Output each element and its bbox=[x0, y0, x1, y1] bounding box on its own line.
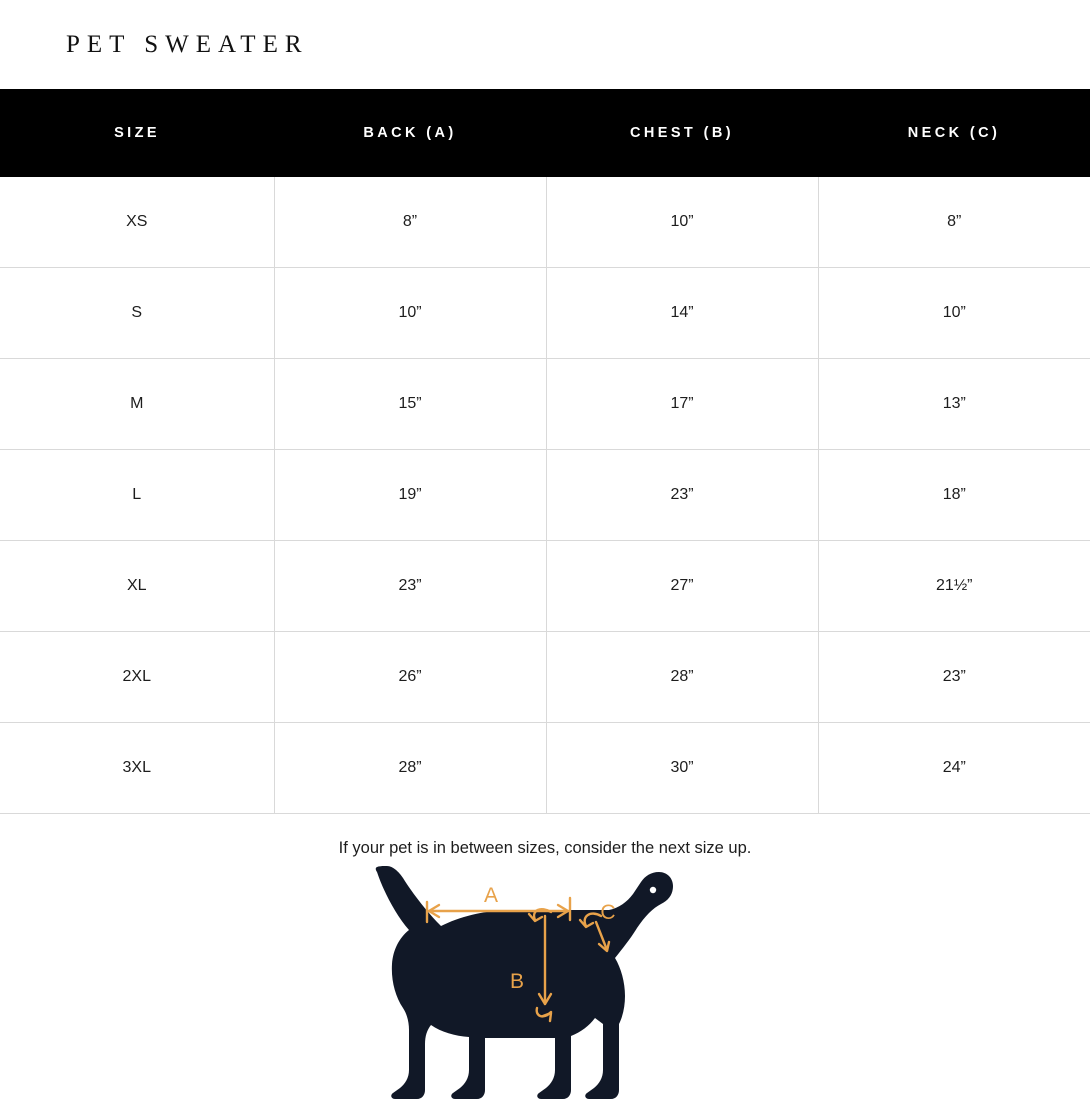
column-header-size: SIZE bbox=[0, 89, 274, 177]
page-header bbox=[0, 0, 1090, 89]
page-title: PET SWEATER bbox=[66, 30, 309, 58]
cell-back: 8” bbox=[274, 177, 546, 268]
table-row bbox=[0, 632, 1090, 723]
cell-size: L bbox=[0, 450, 274, 541]
cell-neck: 8” bbox=[818, 177, 1090, 268]
table-row bbox=[0, 541, 1090, 632]
table-header-row bbox=[0, 89, 1090, 177]
cell-size: XS bbox=[0, 177, 274, 268]
cell-back: 15” bbox=[274, 359, 546, 450]
table-body bbox=[0, 177, 1090, 814]
cell-neck: 21½” bbox=[818, 541, 1090, 632]
column-header-back: BACK (A) bbox=[274, 89, 546, 177]
cell-chest: 10” bbox=[546, 177, 818, 268]
cell-chest: 17” bbox=[546, 359, 818, 450]
cell-size: 3XL bbox=[0, 723, 274, 814]
label-chest: B bbox=[509, 970, 525, 993]
cell-neck: 24” bbox=[818, 723, 1090, 814]
table-row bbox=[0, 268, 1090, 359]
cell-back: 19” bbox=[274, 450, 546, 541]
size-chart-table bbox=[0, 89, 1090, 814]
column-header-neck: NECK (C) bbox=[818, 89, 1090, 177]
cell-neck: 18” bbox=[818, 450, 1090, 541]
cell-chest: 14” bbox=[546, 268, 818, 359]
cell-neck: 13” bbox=[818, 359, 1090, 450]
cell-back: 28” bbox=[274, 723, 546, 814]
table-row bbox=[0, 450, 1090, 541]
label-back: A bbox=[483, 884, 499, 907]
cell-back: 10” bbox=[274, 268, 546, 359]
measurement-diagram bbox=[0, 864, 1090, 1099]
cell-chest: 23” bbox=[546, 450, 818, 541]
sizing-note: If your pet is in between sizes, consider the next size up. bbox=[338, 839, 752, 857]
table-header bbox=[0, 89, 1090, 177]
cell-neck: 23” bbox=[818, 632, 1090, 723]
column-header-chest: CHEST (B) bbox=[546, 89, 818, 177]
table-row bbox=[0, 359, 1090, 450]
cell-back: 26” bbox=[274, 632, 546, 723]
cell-size: XL bbox=[0, 541, 274, 632]
dog-silhouette-icon bbox=[376, 866, 673, 1099]
table-row bbox=[0, 723, 1090, 814]
label-neck: C bbox=[600, 901, 616, 924]
cell-neck: 10” bbox=[818, 268, 1090, 359]
table-row bbox=[0, 177, 1090, 268]
cell-chest: 27” bbox=[546, 541, 818, 632]
cell-size: S bbox=[0, 268, 274, 359]
cell-size: M bbox=[0, 359, 274, 450]
cell-back: 23” bbox=[274, 541, 546, 632]
cell-size: 2XL bbox=[0, 632, 274, 723]
cell-chest: 28” bbox=[546, 632, 818, 723]
cell-chest: 30” bbox=[546, 723, 818, 814]
